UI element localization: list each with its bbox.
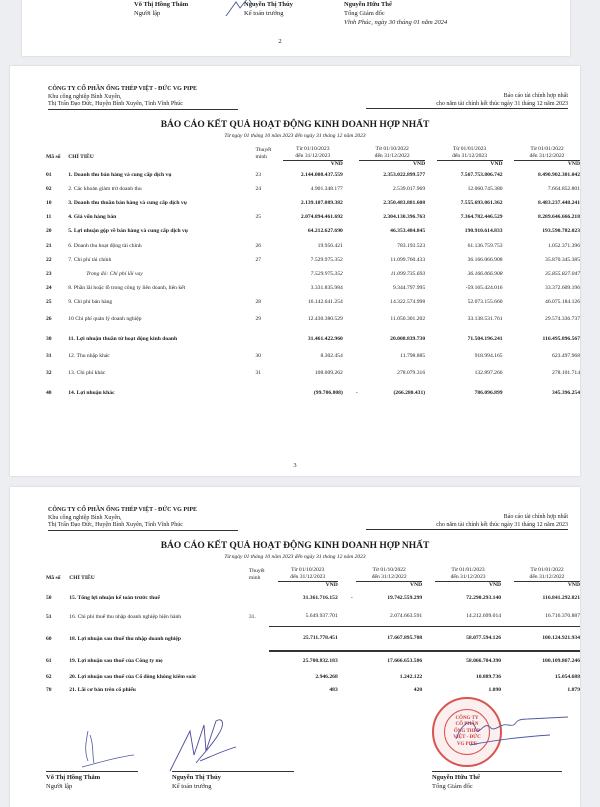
row-code: 24 bbox=[46, 284, 52, 291]
currency-label: VND bbox=[567, 161, 580, 167]
row-value-text: (266.280.431) bbox=[393, 390, 426, 397]
seal-text: ỐNG THÉP bbox=[453, 728, 481, 734]
row-item: 12. Thu nhập khác bbox=[68, 353, 110, 360]
row-value: 52.073.155.660 bbox=[467, 299, 503, 306]
row-code: 26 bbox=[46, 316, 52, 323]
row-value: 19.956.421 bbox=[317, 242, 343, 249]
period-l1: Từ 01/01/2023 bbox=[452, 146, 487, 152]
col-period-3 bbox=[422, 567, 501, 582]
signer-role: Kế toán trưởng bbox=[244, 10, 284, 17]
row-value: 2.139.107.089.382 bbox=[300, 199, 343, 206]
row-value: 20.008.839.730 bbox=[390, 336, 426, 343]
row-value: 35.855.827.047 bbox=[545, 270, 580, 277]
company-address-1: Khu công nghiệp Bình Xuyên, bbox=[48, 514, 122, 521]
period-l2: đến 31/12/2023 bbox=[290, 573, 326, 580]
row-item: 21. Lãi cơ bản trên cổ phiếu bbox=[69, 686, 136, 693]
row-value bbox=[343, 383, 425, 403]
table-row bbox=[46, 651, 580, 671]
row-value: -59.165.424.016 bbox=[465, 284, 503, 291]
row-value: 278.079.316 bbox=[397, 370, 426, 377]
sign-date: Vĩnh Phúc, ngày 30 tháng 01 năm 2024 bbox=[344, 19, 448, 26]
row-value: 420 bbox=[413, 686, 423, 693]
period-l1: Từ 01/10/2022 bbox=[372, 567, 406, 573]
row-value: 25.711.778.451 bbox=[269, 627, 338, 651]
row-code: 40 bbox=[46, 390, 52, 397]
table-row bbox=[46, 267, 580, 281]
row-item: 11. Lợi nhuận thuần từ hoạt động kinh doanh bbox=[68, 336, 178, 343]
table-row bbox=[46, 253, 580, 267]
signer-role: Người lập bbox=[46, 783, 73, 790]
row-item: 13. Chi phí khác bbox=[68, 370, 106, 377]
row-value: 1.879 bbox=[567, 686, 580, 693]
page-3 bbox=[10, 66, 580, 476]
row-value: 11.099.760.433 bbox=[390, 256, 426, 263]
col-code-header: Mã số bbox=[46, 154, 61, 161]
row-value: 11.099.735.693 bbox=[390, 270, 426, 277]
dash-marker: - bbox=[355, 390, 358, 397]
report-type: Báo cáo tài chính hợp nhất bbox=[503, 514, 568, 520]
row-value: 33.138.531.761 bbox=[467, 316, 503, 323]
row-note: 27 bbox=[255, 256, 262, 263]
report-subtitle: Từ ngày 01 tháng 10 năm 2023 đến ngày 31 tháng 12 năm 2023 bbox=[224, 554, 366, 560]
row-value: 3.331.835.984 bbox=[310, 284, 343, 291]
period-l2: đến 31/12/2022 bbox=[371, 573, 407, 580]
col-note-l1: Thuyết bbox=[248, 568, 265, 574]
signer-name: Võ Thị Hồng Thắm bbox=[134, 0, 252, 9]
row-code: 10 bbox=[46, 199, 52, 206]
row-note: 30 bbox=[255, 353, 262, 360]
row-note bbox=[253, 267, 274, 281]
row-note bbox=[247, 651, 269, 671]
row-code: 20 bbox=[46, 228, 52, 235]
signer-name: Nguyễn Thị Thúy bbox=[244, 0, 356, 9]
row-value: 14.212.699.014 bbox=[466, 613, 502, 620]
row-note: 31. bbox=[248, 613, 256, 620]
period-l2: đến 31/12/2023 bbox=[452, 152, 488, 159]
report-title: BÁO CÁO KẾT QUẢ HOẠT ĐỘNG KINH DOANH HỢP NHẤT bbox=[160, 541, 430, 551]
row-value: 7.364.782.446.529 bbox=[460, 214, 503, 221]
table-row bbox=[46, 210, 580, 224]
row-code: 22 bbox=[46, 256, 52, 263]
row-value: 16.142.641.254 bbox=[307, 299, 343, 306]
handwritten-signature-icon bbox=[222, 0, 262, 18]
row-value: 278.101.714 bbox=[552, 370, 580, 377]
row-note bbox=[247, 589, 269, 607]
row-note bbox=[253, 196, 274, 210]
col-note-header bbox=[247, 567, 269, 582]
row-value: 7.529.975.352 bbox=[310, 270, 343, 277]
row-note: 25 bbox=[255, 214, 262, 221]
col-period-2 bbox=[338, 567, 422, 582]
table-header bbox=[46, 146, 580, 161]
company-header bbox=[48, 507, 238, 531]
table-header bbox=[46, 567, 580, 582]
currency-label: VND bbox=[490, 161, 503, 167]
row-item: 15. Tổng lợi nhuận kế toán trước thuế bbox=[69, 594, 160, 601]
company-header bbox=[48, 86, 238, 110]
row-code: 32 bbox=[46, 370, 52, 377]
currency-label: VND bbox=[410, 582, 423, 588]
row-value: 33.372.609.196 bbox=[545, 284, 580, 291]
period-l2: đến 31/12/2023 bbox=[450, 573, 486, 580]
row-value: 918.994.165 bbox=[474, 353, 503, 360]
company-name: CÔNG TY CỔ PHẦN ỐNG THÉP VIỆT - ĐỨC VG PIPE bbox=[48, 86, 198, 92]
row-value: 116.495.896.567 bbox=[542, 336, 580, 343]
row-item: 3. Doanh thu thuần bán hàng và cung cấp dịch vụ bbox=[68, 199, 187, 206]
handwritten-signature-icon bbox=[160, 715, 250, 775]
row-value bbox=[338, 589, 422, 607]
row-item: 1. Doanh thu bán hàng và cung cấp dịch vụ bbox=[68, 171, 172, 178]
row-value: 1.090 bbox=[488, 686, 502, 693]
col-note-header bbox=[253, 146, 274, 161]
row-value: 345.396.254 bbox=[552, 390, 580, 397]
row-value: 14.322.574.998 bbox=[390, 299, 426, 306]
table-row bbox=[46, 683, 580, 697]
period-l1: Từ 01/10/2022 bbox=[375, 146, 409, 152]
table-row bbox=[46, 196, 580, 210]
report-info bbox=[366, 93, 568, 109]
table-row bbox=[46, 383, 580, 403]
row-value: 1.242.122 bbox=[399, 673, 423, 680]
page-number: 2 bbox=[278, 38, 282, 45]
row-value: 786.096.899 bbox=[474, 390, 503, 397]
row-value: 5.649.937.701 bbox=[305, 613, 338, 620]
dash-marker: - bbox=[350, 594, 353, 601]
row-value: 7.567.753.806.742 bbox=[460, 171, 503, 178]
row-value: 2.304.130.396.763 bbox=[383, 214, 426, 221]
table-row bbox=[46, 627, 580, 651]
row-value: 8.483.237.448.241 bbox=[538, 199, 580, 206]
col-item-header: CHỈ TIÊU bbox=[68, 154, 94, 161]
currency-label: VND bbox=[325, 582, 338, 588]
company-address-2: Thị Trấn Đạo Đức, Huyện Bình Xuyên, Tỉnh Vĩnh Phúc bbox=[48, 522, 238, 531]
signer-role: Kế toán trưởng bbox=[172, 783, 212, 790]
row-code: 23 bbox=[46, 270, 52, 277]
table-row bbox=[46, 168, 580, 182]
company-address-1: Khu công nghiệp Bình Xuyên, bbox=[48, 93, 122, 100]
signer-name: Nguyễn Thị Thúy bbox=[172, 771, 294, 782]
row-code: 50 bbox=[46, 594, 52, 601]
col-code-header: Mã số bbox=[46, 575, 61, 582]
period-l1: Từ 01/10/2023 bbox=[291, 567, 325, 573]
row-value: 46.353.484.845 bbox=[390, 228, 426, 235]
period-l1: Từ 01/01/2022 bbox=[530, 146, 564, 152]
col-period-4 bbox=[501, 567, 580, 582]
signer-name: Võ Thị Hồng Thắm bbox=[46, 771, 138, 782]
income-statement-table bbox=[46, 146, 580, 403]
row-value: 4.901.348.177 bbox=[310, 185, 343, 192]
row-value: 64.212.627.690 bbox=[307, 228, 343, 235]
row-value: 190.910.614.833 bbox=[464, 228, 503, 235]
row-note bbox=[253, 281, 274, 295]
row-value: 58.066.704.390 bbox=[466, 658, 502, 664]
row-value: 11.050.301.202 bbox=[390, 316, 426, 323]
row-value: 2.539.017.969 bbox=[392, 185, 426, 192]
row-value: 116.841.292.821 bbox=[542, 594, 580, 601]
row-value: 193.590.782.023 bbox=[542, 228, 580, 235]
signer-name: Nguyễn Hữu Thể bbox=[344, 0, 494, 9]
table-row bbox=[46, 182, 580, 196]
row-value: 10.889.736 bbox=[475, 673, 502, 680]
row-value: 2.074.894.461.692 bbox=[300, 214, 343, 221]
row-item: 4. Giá vốn hàng bán bbox=[68, 214, 117, 221]
row-value: 2.144.008.437.559 bbox=[300, 171, 343, 178]
row-value: 25.708.832.183 bbox=[302, 658, 338, 664]
row-value: 783.193.523 bbox=[397, 242, 426, 249]
row-value: 2.946.268 bbox=[315, 673, 338, 680]
table-row bbox=[46, 329, 580, 349]
signer-role: Người lập bbox=[134, 10, 161, 17]
row-code: 25 bbox=[46, 299, 52, 306]
row-value: 2.074.663.591 bbox=[390, 613, 423, 620]
row-value: 35.870.345.385 bbox=[545, 256, 580, 263]
row-value: 17.667.895.708 bbox=[338, 627, 422, 651]
col-period-1 bbox=[275, 146, 343, 161]
income-statement-table-continued bbox=[46, 567, 580, 697]
row-value: 11.798.885 bbox=[400, 353, 426, 360]
col-item-header: CHỈ TIÊU bbox=[69, 575, 95, 582]
row-item: 7. Chi phí tài chính bbox=[68, 256, 112, 263]
page-number: 3 bbox=[293, 462, 297, 469]
row-value: 8.302.454 bbox=[320, 353, 343, 360]
signature-chief-accountant bbox=[172, 771, 294, 791]
currency-label: VND bbox=[413, 161, 426, 167]
row-note: 23 bbox=[255, 171, 262, 178]
row-item: 20. Lợi nhuận sau thuế của Cổ đông không kiểm soát bbox=[69, 673, 196, 680]
row-value: 7.664.852.801 bbox=[547, 185, 580, 192]
row-code: 21 bbox=[46, 242, 52, 249]
row-note: 28 bbox=[255, 299, 262, 306]
col-period-2 bbox=[343, 146, 425, 161]
row-code: 62 bbox=[46, 673, 52, 680]
table-row bbox=[46, 224, 580, 238]
row-code: 60 bbox=[46, 635, 52, 642]
row-value: 61.136.759.753 bbox=[467, 242, 503, 249]
table-row bbox=[46, 349, 580, 363]
row-value: 71.504.196.241 bbox=[467, 336, 503, 343]
signature-preparer bbox=[46, 771, 138, 791]
row-value: 2.350.483.881.608 bbox=[383, 199, 426, 206]
col-note-l2: minh bbox=[255, 153, 267, 160]
handwritten-signature-icon bbox=[68, 727, 138, 771]
report-period: cho năm tài chính kết thúc ngày 31 tháng 12 năm 2023 bbox=[366, 522, 568, 531]
table-row bbox=[46, 238, 580, 252]
row-value: 15.054.688 bbox=[554, 673, 580, 680]
table-row bbox=[46, 309, 580, 329]
row-note: 26 bbox=[255, 242, 262, 249]
row-note bbox=[253, 329, 274, 349]
row-note: 29 bbox=[255, 316, 262, 323]
currency-label: VND bbox=[488, 582, 502, 588]
period-l1: Từ 01/01/2023 bbox=[451, 567, 485, 573]
row-value: 483 bbox=[329, 686, 338, 693]
col-period-1 bbox=[269, 567, 338, 582]
col-note-l1: Thuyết bbox=[255, 147, 272, 153]
row-value: 36.166.066.908 bbox=[467, 256, 503, 263]
row-value: 7.555.693.061.362 bbox=[460, 199, 503, 206]
col-period-3 bbox=[425, 146, 502, 161]
company-address-2: Thị Trấn Đạo Đức, Huyện Bình Xuyên, Tỉnh Vĩnh Phúc bbox=[48, 101, 238, 110]
row-value: 623.497.968 bbox=[552, 353, 580, 360]
table-row bbox=[46, 589, 580, 607]
row-note bbox=[253, 224, 274, 238]
page-4 bbox=[10, 487, 580, 807]
row-code: 30 bbox=[46, 336, 52, 343]
report-subtitle: Từ ngày 01 tháng 10 năm 2023 đến ngày 31 tháng 12 năm 2023 bbox=[224, 133, 366, 139]
signer-name: Nguyễn Hữu Thể bbox=[432, 771, 562, 782]
page-2-fragment bbox=[22, 0, 570, 56]
row-value: 1.052.371.396 bbox=[547, 242, 580, 249]
currency-label: VND bbox=[330, 161, 343, 167]
row-value: (99.706.808) bbox=[313, 390, 343, 397]
row-code: 70 bbox=[46, 686, 52, 693]
row-item: 9. Chi phí bán hàng bbox=[68, 299, 113, 306]
table-row bbox=[46, 295, 580, 309]
row-value: 72.290.293.140 bbox=[466, 594, 502, 601]
row-item: 8. Phần lãi hoặc lỗ trong công ty liên doanh, liên kết bbox=[68, 284, 186, 291]
signer-role: Tổng Giám đốc bbox=[432, 783, 473, 790]
row-value: 36.166.066.908 bbox=[467, 270, 503, 277]
row-value-text: 19.742.559.299 bbox=[387, 594, 423, 601]
report-type: Báo cáo tài chính hợp nhất bbox=[503, 93, 568, 99]
col-period-4 bbox=[503, 146, 580, 161]
row-value: 108.009.262 bbox=[314, 370, 343, 377]
period-l2: đến 31/12/2022 bbox=[374, 152, 410, 159]
table-row bbox=[46, 363, 580, 383]
row-note: 31 bbox=[255, 370, 262, 377]
col-note-l2: minh bbox=[248, 574, 261, 581]
row-item: 16. Chi phí thuế thu nhập doanh nghiệp hiện hành bbox=[69, 613, 182, 620]
seal-text: CỔ PHẦN bbox=[455, 722, 479, 728]
row-value: 132.897.266 bbox=[474, 370, 503, 377]
row-item: 6. Doanh thu hoạt động tài chính bbox=[68, 242, 142, 249]
row-value: 7.529.975.352 bbox=[310, 256, 343, 263]
row-code: 61 bbox=[46, 657, 52, 664]
row-value: 12.430.380.529 bbox=[307, 316, 343, 323]
row-item: 2. Các khoản giảm trừ doanh thu bbox=[68, 185, 142, 192]
row-value: 8.490.902.301.042 bbox=[538, 171, 580, 178]
row-value: 9.344.797.995 bbox=[392, 284, 426, 291]
period-l2: đến 31/12/2023 bbox=[295, 152, 331, 159]
currency-label: VND bbox=[567, 582, 580, 588]
row-code: 01 bbox=[46, 171, 52, 178]
row-value: 29.574.336.737 bbox=[545, 316, 580, 323]
period-l2: đến 31/12/2022 bbox=[529, 573, 565, 580]
row-value: 16.716.370.887 bbox=[545, 613, 580, 620]
row-value: 100.124.921.934 bbox=[501, 627, 580, 651]
seal-text: CÔNG TY bbox=[455, 715, 479, 721]
row-note bbox=[247, 683, 269, 697]
period-l2: đến 31/12/2022 bbox=[529, 152, 565, 159]
row-item: 5. Lợi nhuận gộp về bán hàng và cung cấp dịch vụ bbox=[68, 228, 188, 235]
row-code: 31 bbox=[46, 353, 52, 360]
signature-general-director bbox=[432, 771, 562, 791]
report-title: BÁO CÁO KẾT QUẢ HOẠT ĐỘNG KINH DOANH HỢP NHẤT bbox=[160, 120, 430, 130]
row-item: 19. Lợi nhuận sau thuế của Công ty mẹ bbox=[69, 657, 163, 664]
report-info bbox=[366, 514, 568, 530]
handwritten-signature-icon bbox=[450, 709, 570, 749]
row-value: 12.060.745.380 bbox=[467, 185, 503, 192]
row-code: 51 bbox=[46, 613, 52, 620]
row-value: 2.353.022.899.577 bbox=[383, 171, 426, 178]
row-value: 17.666.653.586 bbox=[387, 658, 423, 664]
row-note: 24 bbox=[255, 185, 262, 192]
seal-text: VG PIPE bbox=[456, 741, 478, 747]
report-period: cho năm tài chính kết thúc ngày 31 tháng 12 năm 2023 bbox=[366, 101, 568, 110]
row-note bbox=[247, 671, 269, 683]
period-l1: Từ 01/10/2023 bbox=[296, 146, 330, 152]
row-note bbox=[253, 383, 274, 403]
row-code: 02 bbox=[46, 185, 52, 192]
row-note bbox=[247, 627, 269, 651]
row-value: 8.289.646.666.218 bbox=[538, 214, 580, 221]
row-item: Trong đó: Chi phí lãi vay bbox=[86, 270, 143, 277]
row-item: 14. Lợi nhuận khác bbox=[68, 390, 115, 397]
row-value: 46.075.184.126 bbox=[545, 299, 580, 306]
row-value: 58.077.594.126 bbox=[422, 627, 501, 651]
table-row bbox=[46, 607, 580, 627]
table-row bbox=[46, 671, 580, 683]
signer-role: Tổng Giám đốc bbox=[344, 10, 385, 17]
row-item: 10 Chi phí quản lý doanh nghiệp bbox=[68, 316, 142, 323]
signature-general-director bbox=[344, 0, 494, 27]
company-name: CÔNG TY CỔ PHẦN ỐNG THÉP VIỆT - ĐỨC VG PIPE bbox=[48, 507, 198, 513]
period-l1: Từ 01/01/2022 bbox=[530, 567, 564, 573]
row-value: 31.361.716.152 bbox=[302, 594, 338, 601]
table-row bbox=[46, 281, 580, 295]
row-code: 11 bbox=[46, 214, 52, 221]
row-item: 18. Lợi nhuận sau thuế thu nhập doanh nghiệp bbox=[69, 635, 181, 642]
row-value: 100.109.867.246 bbox=[542, 658, 580, 664]
seal-text: VIỆT - ĐỨC bbox=[453, 735, 481, 741]
row-value: 31.461.422.960 bbox=[307, 336, 343, 343]
